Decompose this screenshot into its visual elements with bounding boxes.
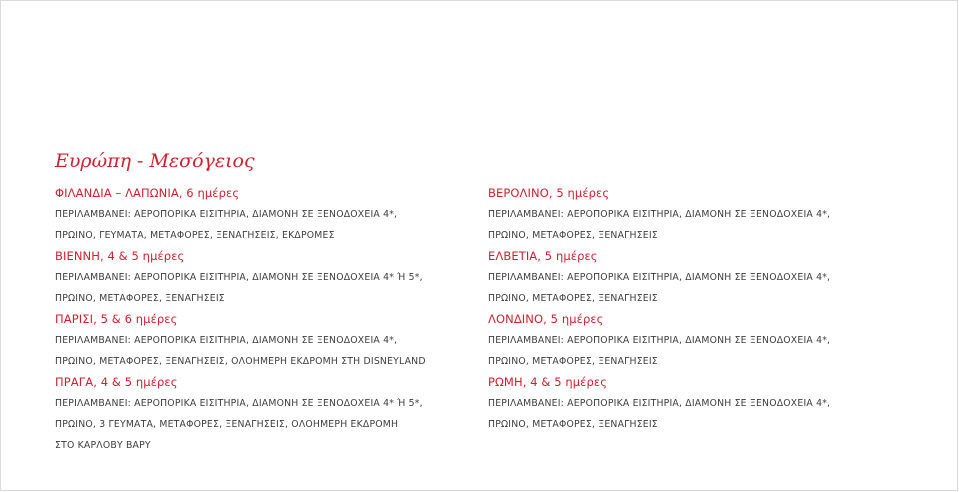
destination-title: ΒΙΕΝΝΗ, 4 & 5 ημέρες [55, 249, 185, 263]
destination-includes-line: ΠΡΩΙΝΟ, ΜΕΤΑΦΟΡΕΣ, ΞΕΝΑΓΗΣΕΙΣ, ΟΛΟΗΜΕΡΗ ΕΚΔΡΟΜΗ ΣΤΗ DISNEYLAND [55, 356, 426, 367]
destination-vienna [55, 246, 485, 309]
destination-includes-line: ΠΡΩΙΝΟ, ΜΕΤΑΦΟΡΕΣ, ΞΕΝΑΓΗΣΕΙΣ [488, 419, 658, 430]
destination-includes-line: ΠΕΡΙΛΑΜΒΑΝΕΙ: ΑΕΡΟΠΟΡΙΚΑ ΕΙΣΙΤΗΡΙΑ, ΔΙΑΜΟΝΗ ΣΕ ΞΕΝΟΔΟΧΕΙΑ 4*, [488, 272, 831, 283]
destination-paris [55, 309, 485, 372]
destination-switzerland [488, 246, 918, 309]
destination-title: ΒΕΡΟΛΙΝΟ, 5 ημέρες [488, 186, 610, 200]
destination-includes-line: ΠΡΩΙΝΟ, ΜΕΤΑΦΟΡΕΣ, ΞΕΝΑΓΗΣΕΙΣ [55, 293, 225, 304]
right-column [488, 183, 918, 435]
destination-prague [55, 372, 485, 456]
destination-title: ΠΑΡΙΣΙ, 5 & 6 ημέρες [55, 312, 178, 326]
destination-includes-line: ΠΕΡΙΛΑΜΒΑΝΕΙ: ΑΕΡΟΠΟΡΙΚΑ ΕΙΣΙΤΗΡΙΑ, ΔΙΑΜΟΝΗ ΣΕ ΞΕΝΟΔΟΧΕΙΑ 4*, [488, 209, 831, 220]
destination-title: ΛΟΝΔΙΝΟ, 5 ημέρες [488, 312, 604, 326]
destination-title: ΦΙΛΑΝΔΙΑ – ΛΑΠΩΝΙΑ, 6 ημέρες [55, 186, 240, 200]
destination-title: ΡΩΜΗ, 4 & 5 ημέρες [488, 375, 608, 389]
destination-includes-line: ΠΕΡΙΛΑΜΒΑΝΕΙ: ΑΕΡΟΠΟΡΙΚΑ ΕΙΣΙΤΗΡΙΑ, ΔΙΑΜΟΝΗ ΣΕ ΞΕΝΟΔΟΧΕΙΑ 4* Ή 5*, [55, 398, 423, 409]
destination-includes-line: ΠΡΩΙΝΟ, ΓΕΥΜΑΤΑ, ΜΕΤΑΦΟΡΕΣ, ΞΕΝΑΓΗΣΕΙΣ, ΕΚΔΡΟΜΕΣ [55, 230, 335, 241]
destination-berlin [488, 183, 918, 246]
destination-title: ΕΛΒΕΤΙΑ, 5 ημέρες [488, 249, 598, 263]
destination-rome [488, 372, 918, 435]
destination-finland [55, 183, 485, 246]
destination-includes-line: ΣΤΟ ΚΑΡΛΟΒΥ ΒΑΡΥ [55, 440, 151, 451]
destination-includes-line: ΠΕΡΙΛΑΜΒΑΝΕΙ: ΑΕΡΟΠΟΡΙΚΑ ΕΙΣΙΤΗΡΙΑ, ΔΙΑΜΟΝΗ ΣΕ ΞΕΝΟΔΟΧΕΙΑ 4*, [55, 335, 398, 346]
destination-includes-line: ΠΡΩΙΝΟ, 3 ΓΕΥΜΑΤΑ, ΜΕΤΑΦΟΡΕΣ, ΞΕΝΑΓΗΣΕΙΣ, ΟΛΟΗΜΕΡΗ ΕΚΔΡΟΜΗ [55, 419, 399, 430]
destination-includes-line: ΠΕΡΙΛΑΜΒΑΝΕΙ: ΑΕΡΟΠΟΡΙΚΑ ΕΙΣΙΤΗΡΙΑ, ΔΙΑΜΟΝΗ ΣΕ ΞΕΝΟΔΟΧΕΙΑ 4* Ή 5*, [55, 272, 423, 283]
destination-includes-line: ΠΡΩΙΝΟ, ΜΕΤΑΦΟΡΕΣ, ΞΕΝΑΓΗΣΕΙΣ [488, 356, 658, 367]
destination-includes-line: ΠΕΡΙΛΑΜΒΑΝΕΙ: ΑΕΡΟΠΟΡΙΚΑ ΕΙΣΙΤΗΡΙΑ, ΔΙΑΜΟΝΗ ΣΕ ΞΕΝΟΔΟΧΕΙΑ 4*, [488, 335, 831, 346]
left-column [55, 183, 485, 456]
destination-includes-line: ΠΡΩΙΝΟ, ΜΕΤΑΦΟΡΕΣ, ΞΕΝΑΓΗΣΕΙΣ [488, 293, 658, 304]
destination-london [488, 309, 918, 372]
destination-includes-line: ΠΕΡΙΛΑΜΒΑΝΕΙ: ΑΕΡΟΠΟΡΙΚΑ ΕΙΣΙΤΗΡΙΑ, ΔΙΑΜΟΝΗ ΣΕ ΞΕΝΟΔΟΧΕΙΑ 4*, [488, 398, 831, 409]
destination-includes-line: ΠΡΩΙΝΟ, ΜΕΤΑΦΟΡΕΣ, ΞΕΝΑΓΗΣΕΙΣ [488, 230, 658, 241]
destination-includes-line: ΠΕΡΙΛΑΜΒΑΝΕΙ: ΑΕΡΟΠΟΡΙΚΑ ΕΙΣΙΤΗΡΙΑ, ΔΙΑΜΟΝΗ ΣΕ ΞΕΝΟΔΟΧΕΙΑ 4*, [55, 209, 398, 220]
destination-title: ΠΡΑΓΑ, 4 & 5 ημέρες [55, 375, 178, 389]
section-heading: Ευρώπη - Μεσόγειος [55, 150, 255, 172]
